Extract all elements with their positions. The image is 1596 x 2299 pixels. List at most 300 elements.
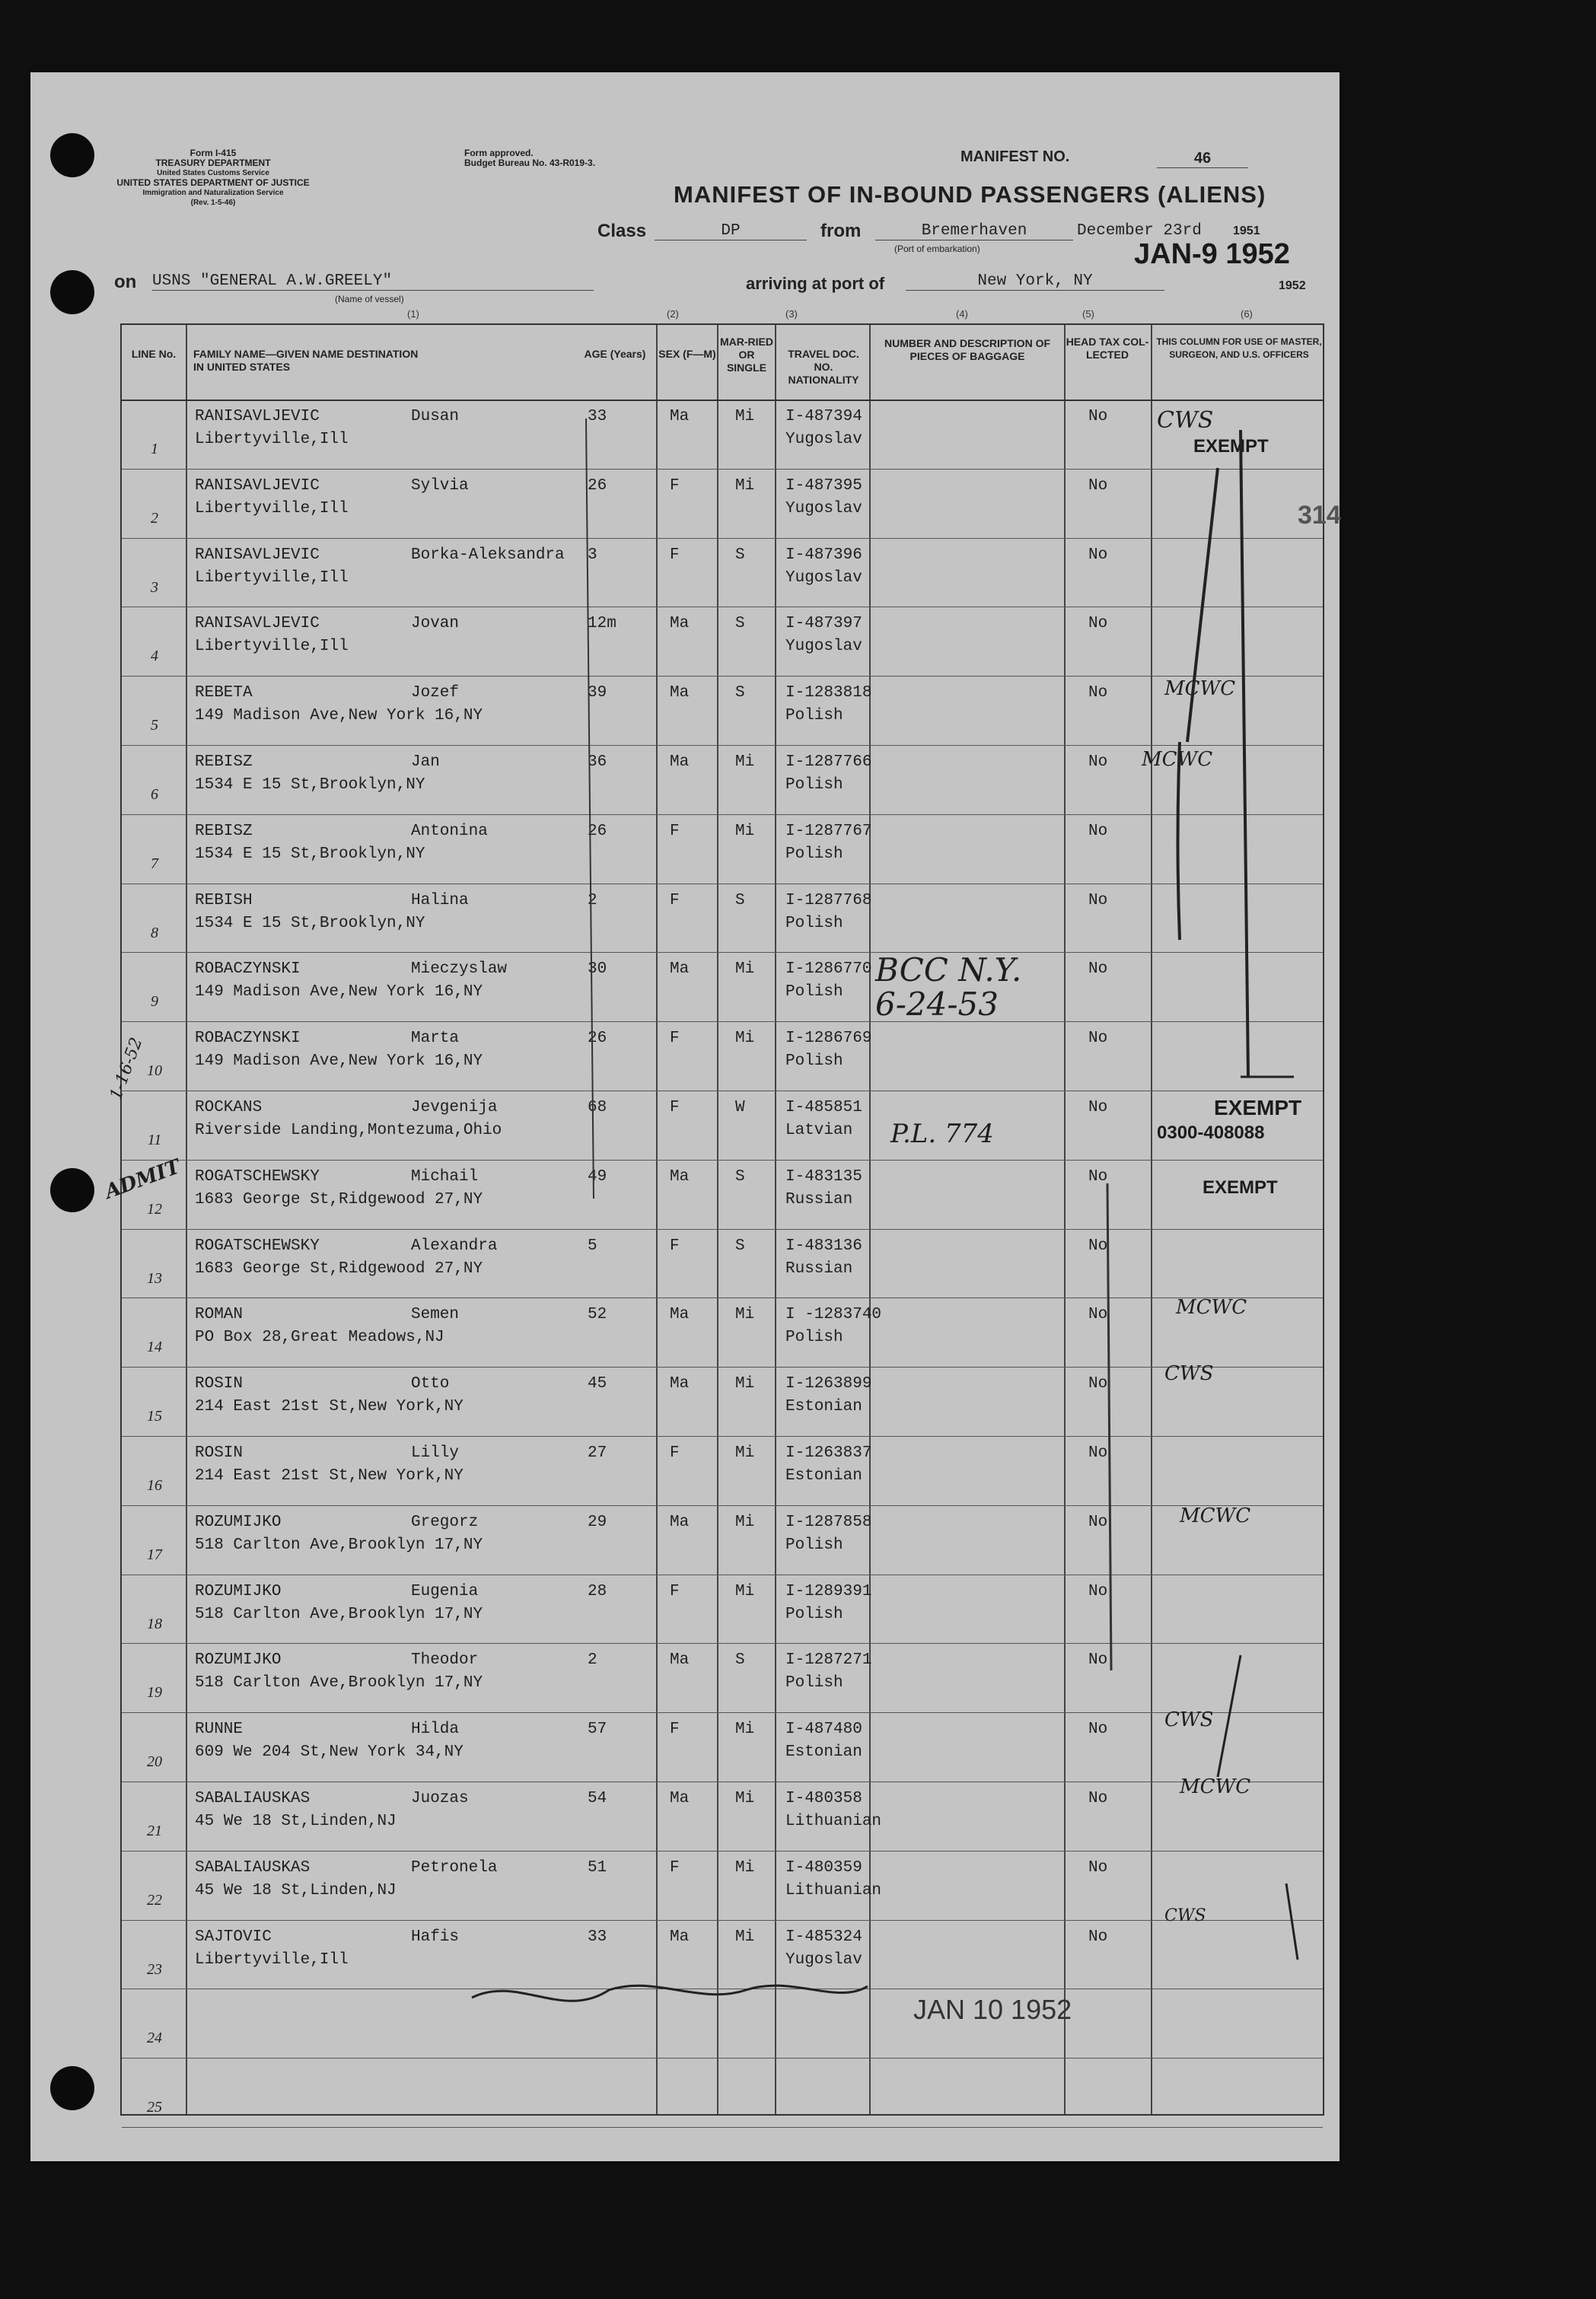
travel-doc-no: I-1263837	[785, 1444, 872, 1462]
head-tax: No	[1088, 1375, 1108, 1393]
line-number: 6	[151, 786, 158, 803]
pen-stroke	[1218, 1655, 1241, 1777]
sex: F	[670, 476, 680, 495]
arrival-year: 1952	[1279, 279, 1306, 292]
family-name: ROSIN	[195, 1444, 244, 1462]
manifest-page	[30, 72, 1340, 2161]
family-name: ROZUMIJKO	[195, 1651, 282, 1670]
head-tax: No	[1088, 1030, 1108, 1048]
destination: 45 We 18 St,Linden,NJ	[195, 1813, 397, 1830]
given-name: Dusan	[411, 408, 460, 425]
col-head-baggage: NUMBER AND DESCRIPTION OF PIECES OF BAGGAGE	[884, 337, 1051, 362]
marital-status: Mi	[735, 1444, 755, 1462]
age: 2	[588, 1651, 597, 1670]
marital-status: Mi	[735, 1790, 755, 1807]
sex: Ma	[670, 408, 690, 425]
revision: (Rev. 1-5-46)	[190, 199, 236, 207]
col-num-5: (5)	[1082, 308, 1094, 320]
given-name: Michail	[411, 1167, 479, 1186]
age: 57	[588, 1721, 607, 1739]
line-number: 16	[147, 1477, 162, 1494]
age: 36	[588, 753, 607, 771]
marital-status: Mi	[735, 822, 755, 840]
bottom-date-stamp: JAN 10 1952	[913, 1994, 1072, 2025]
pl-annotation: P.L. 774	[890, 1119, 994, 1149]
line-number: 23	[147, 1960, 162, 1978]
age: 28	[588, 1582, 607, 1600]
sex: F	[670, 1582, 680, 1600]
head-tax: No	[1088, 1167, 1108, 1186]
form-approved: Form approved.	[464, 148, 534, 158]
given-name: Petronela	[411, 1858, 498, 1877]
family-name: SAJTOVIC	[195, 1928, 272, 1946]
col-head-name: FAMILY NAME—GIVEN NAME DESTINATION IN UNITED STATES	[193, 348, 419, 373]
travel-doc-no: I-1286769	[785, 1030, 872, 1048]
line-number: 3	[151, 578, 158, 596]
initials-3: MCWC	[1142, 748, 1213, 771]
destination: 1534 E 15 St,Brooklyn,NY	[195, 845, 425, 863]
marital-status: Mi	[735, 1306, 755, 1324]
family-name: ROCKANS	[195, 1099, 263, 1116]
sex: Ma	[670, 1167, 690, 1186]
travel-doc-no: I-480358	[785, 1790, 862, 1807]
pen-stroke	[1107, 1183, 1111, 1670]
head-tax: No	[1088, 1099, 1108, 1116]
arriving-port: New York, NY	[906, 272, 1164, 291]
col-num-4: (4)	[956, 308, 968, 320]
marital-status: Mi	[735, 1582, 755, 1600]
line-number: 17	[147, 1546, 162, 1563]
family-name: REBISH	[195, 891, 253, 909]
marital-status: S	[735, 546, 745, 564]
nationality: Polish	[785, 1605, 843, 1623]
travel-doc-no: I-487396	[785, 546, 862, 564]
given-name: Jozef	[411, 684, 460, 702]
nationality: Estonian	[785, 1398, 862, 1416]
family-name: ROSIN	[195, 1375, 244, 1393]
line-number: 4	[151, 648, 158, 665]
destination: 1683 George St,Ridgewood 27,NY	[195, 1190, 483, 1208]
travel-doc-no: I-480359	[785, 1858, 862, 1877]
sex: Ma	[670, 1375, 690, 1393]
nationality: Polish	[785, 1536, 843, 1554]
treasury-dept: TREASURY DEPARTMENT	[155, 158, 271, 168]
destination: 518 Carlton Ave,Brooklyn 17,NY	[195, 1536, 483, 1554]
nationality: Yugoslav	[785, 568, 862, 587]
head-tax: No	[1088, 1721, 1108, 1739]
age: 26	[588, 822, 607, 840]
exempt-stamp-1: EXEMPT	[1193, 436, 1269, 457]
sex: Ma	[670, 1651, 690, 1670]
arriving-label: arriving at port of	[746, 274, 885, 293]
given-name: Theodor	[411, 1651, 479, 1670]
age: 68	[588, 1099, 607, 1116]
marital-status: Mi	[735, 408, 755, 425]
nationality: Polish	[785, 1329, 843, 1347]
initials-6: MCWC	[1180, 1505, 1251, 1527]
sex: F	[670, 822, 680, 840]
family-name: REBISZ	[195, 822, 253, 840]
family-name: ROBACZYNSKI	[195, 1030, 301, 1048]
marital-status: S	[735, 1651, 745, 1670]
from-value: Bremerhaven	[875, 222, 1073, 240]
age: 29	[588, 1513, 607, 1531]
arrival-date-stamp: JAN-9 1952	[1134, 238, 1290, 270]
age: 51	[588, 1858, 607, 1877]
line-number: 7	[151, 855, 158, 872]
ins-service: Immigration and Naturalization Service	[142, 189, 284, 197]
travel-doc-no: I-487394	[785, 408, 862, 425]
destination: 609 We 204 St,New York 34,NY	[195, 1743, 464, 1762]
pen-stroke	[586, 419, 594, 1199]
line-number: 2	[151, 509, 158, 527]
col-num-2: (2)	[667, 308, 679, 320]
pen-marks	[30, 72, 1340, 2161]
head-tax: No	[1088, 615, 1108, 633]
stamp-number-314: 314	[1298, 501, 1341, 530]
marital-status: S	[735, 1237, 745, 1255]
travel-doc-no: I-1283818	[785, 684, 872, 702]
line-number: 13	[147, 1269, 162, 1287]
age: 12m	[588, 615, 616, 633]
sex: Ma	[670, 960, 690, 979]
head-tax: No	[1088, 476, 1108, 495]
on-label: on	[114, 272, 137, 292]
col-num-3: (3)	[785, 308, 798, 320]
travel-doc-no: I-485851	[785, 1099, 862, 1116]
age: 26	[588, 476, 607, 495]
from-label: from	[820, 221, 862, 241]
age: 45	[588, 1375, 607, 1393]
family-name: ROBACZYNSKI	[195, 960, 301, 979]
marital-status: Mi	[735, 1375, 755, 1393]
col-head-headtax: HEAD TAX COL-LECTED	[1066, 336, 1149, 361]
budget-bureau: Budget Bureau No. 43-R019-3.	[464, 158, 596, 168]
destination: 518 Carlton Ave,Brooklyn 17,NY	[195, 1674, 483, 1692]
destination: Libertyville,Ill	[195, 1950, 349, 1969]
family-name: ROGATSCHEWSKY	[195, 1237, 320, 1255]
marital-status: W	[735, 1099, 745, 1116]
head-tax: No	[1088, 1513, 1108, 1531]
line-number: 21	[147, 1823, 162, 1839]
head-tax: No	[1088, 960, 1108, 979]
side-admit: ADMIT	[101, 1155, 184, 1204]
bcc-line1: BCC N.Y.	[875, 951, 1022, 989]
signature-scrawl	[472, 1985, 868, 2001]
sex: F	[670, 1030, 680, 1048]
given-name: Halina	[411, 891, 469, 909]
marital-status: Mi	[735, 1928, 755, 1946]
age: 39	[588, 684, 607, 702]
manifest-no-value: 46	[1157, 150, 1248, 168]
nationality: Polish	[785, 914, 843, 932]
line-number: 14	[147, 1339, 162, 1356]
vessel-name: USNS "GENERAL A.W.GREELY"	[152, 272, 594, 291]
travel-doc-no: I-1287271	[785, 1651, 872, 1670]
nationality: Yugoslav	[785, 1950, 862, 1969]
class-value: DP	[655, 222, 807, 240]
manifest-no-label: MANIFEST NO.	[960, 148, 1070, 165]
head-tax: No	[1088, 891, 1108, 909]
marital-status: Mi	[735, 1858, 755, 1877]
head-tax: No	[1088, 546, 1108, 564]
destination: Libertyville,Ill	[195, 499, 349, 517]
initials-5: CWS	[1164, 1362, 1214, 1385]
age: 26	[588, 1030, 607, 1048]
sex: F	[670, 1444, 680, 1462]
destination: Riverside Landing,Montezuma,Ohio	[195, 1122, 502, 1139]
port-embark-label: (Port of embarkation)	[894, 244, 980, 254]
pen-stroke	[1178, 742, 1180, 940]
age: 30	[588, 960, 607, 979]
destination: 518 Carlton Ave,Brooklyn 17,NY	[195, 1605, 483, 1623]
destination: 149 Madison Ave,New York 16,NY	[195, 983, 483, 1001]
travel-doc-no: I-1289391	[785, 1582, 872, 1600]
travel-doc-no: I-487480	[785, 1721, 862, 1739]
nationality: Russian	[785, 1190, 853, 1208]
marital-status: Mi	[735, 1721, 755, 1739]
marital-status: S	[735, 684, 745, 702]
sex: F	[670, 1237, 680, 1255]
marital-status: S	[735, 1167, 745, 1186]
col-head-sex: SEX (F—M)	[658, 348, 716, 360]
bcc-line2: 6-24-53	[875, 986, 999, 1023]
destination: 1534 E 15 St,Brooklyn,NY	[195, 776, 425, 794]
destination: 1534 E 15 St,Brooklyn,NY	[195, 914, 425, 932]
given-name: Hilda	[411, 1721, 460, 1739]
given-name: Marta	[411, 1030, 460, 1048]
head-tax: No	[1088, 1582, 1108, 1600]
given-name: Sylvia	[411, 476, 469, 495]
line-number: 15	[147, 1408, 162, 1425]
age: 2	[588, 891, 597, 909]
col-head-age: AGE (Years)	[584, 348, 646, 360]
travel-doc-no: I-1263899	[785, 1375, 872, 1393]
destination: 149 Madison Ave,New York 16,NY	[195, 1052, 483, 1071]
destination: 149 Madison Ave,New York 16,NY	[195, 707, 483, 725]
nationality: Polish	[785, 845, 843, 863]
head-tax: No	[1088, 1858, 1108, 1877]
exempt-code: 0300-408088	[1157, 1122, 1265, 1143]
given-name: Semen	[411, 1306, 460, 1324]
line-number: 8	[151, 924, 158, 941]
sex: Ma	[670, 1513, 690, 1531]
line-number: 24	[147, 2030, 162, 2047]
line-number: 5	[151, 717, 158, 734]
head-tax: No	[1088, 408, 1108, 425]
manifest-title: MANIFEST OF IN-BOUND PASSENGERS (ALIENS)	[674, 181, 1266, 208]
nationality: Polish	[785, 1052, 843, 1071]
travel-doc-no: I-487397	[785, 615, 862, 633]
age: 27	[588, 1444, 607, 1462]
marital-status: Mi	[735, 476, 755, 495]
given-name: Hafis	[411, 1928, 460, 1946]
line-number: 10	[147, 1062, 162, 1080]
family-name: ROZUMIJKO	[195, 1513, 282, 1531]
sex: F	[670, 891, 680, 909]
travel-doc-no: I -1283740	[785, 1306, 882, 1324]
travel-doc-no: I-1287768	[785, 891, 872, 909]
travel-doc-no: I-483135	[785, 1167, 862, 1186]
sex: Ma	[670, 615, 690, 633]
col-head-married: MAR-RIED OR SINGLE	[720, 336, 773, 374]
travel-doc-no: I-1286770	[785, 960, 872, 979]
sex: F	[670, 1099, 680, 1116]
head-tax: No	[1088, 1790, 1108, 1807]
travel-doc-no: I-1287767	[785, 822, 872, 840]
line-number: 18	[147, 1615, 162, 1632]
marital-status: Mi	[735, 960, 755, 979]
marital-status: Mi	[735, 1513, 755, 1531]
pen-stroke	[1241, 430, 1248, 1077]
line-number: 11	[147, 1132, 162, 1148]
sex: Ma	[670, 1790, 690, 1807]
nationality: Latvian	[785, 1122, 853, 1139]
nationality: Lithuanian	[785, 1813, 882, 1830]
given-name: Mieczyslaw	[411, 960, 508, 979]
nationality: Polish	[785, 707, 843, 725]
justice-dept: UNITED STATES DEPARTMENT OF JUSTICE	[116, 177, 310, 188]
given-name: Jevgenija	[411, 1099, 498, 1116]
age: 52	[588, 1306, 607, 1324]
family-name: ROMAN	[195, 1306, 244, 1324]
sex: Ma	[670, 684, 690, 702]
sex: Ma	[670, 753, 690, 771]
family-name: ROZUMIJKO	[195, 1582, 282, 1600]
line-number: 20	[147, 1753, 162, 1771]
sex: Ma	[670, 1306, 690, 1324]
line-number: 9	[151, 993, 158, 1011]
line-number: 1	[151, 441, 158, 457]
initials-7: CWS	[1164, 1708, 1214, 1731]
age: 33	[588, 408, 607, 425]
given-name: Borka-Aleksandra	[411, 546, 565, 564]
head-tax: No	[1088, 1928, 1108, 1946]
line-number: 12	[147, 1200, 162, 1218]
family-name: RANISAVLJEVIC	[195, 476, 320, 495]
destination: Libertyville,Ill	[195, 431, 349, 448]
form-number: Form I-415	[190, 148, 237, 158]
col-num-1: (1)	[407, 308, 419, 320]
age: 33	[588, 1928, 607, 1946]
nationality: Estonian	[785, 1467, 862, 1485]
given-name: Juozas	[411, 1790, 469, 1807]
given-name: Gregorz	[411, 1513, 479, 1531]
col-head-line: LINE No.	[131, 348, 177, 360]
travel-doc-no: I-483136	[785, 1237, 862, 1255]
age: 49	[588, 1167, 607, 1186]
family-name: RANISAVLJEVIC	[195, 408, 320, 425]
family-name: SABALIAUSKAS	[195, 1790, 311, 1807]
marital-status: Mi	[735, 1030, 755, 1048]
given-name: Otto	[411, 1375, 450, 1393]
marital-status: Mi	[735, 753, 755, 771]
initials-1: CWS	[1157, 407, 1214, 434]
age: 54	[588, 1790, 607, 1807]
nationality: Polish	[785, 776, 843, 794]
head-tax: No	[1088, 1444, 1108, 1462]
line-number: 25	[147, 2099, 162, 2116]
marital-status: S	[735, 891, 745, 909]
nationality: Yugoslav	[785, 499, 862, 517]
sex: F	[670, 1858, 680, 1877]
line-number: 22	[147, 1891, 162, 1909]
age: 3	[588, 546, 597, 564]
head-tax: No	[1088, 1306, 1108, 1324]
destination: Libertyville,Ill	[195, 568, 349, 587]
nationality: Polish	[785, 1674, 843, 1692]
family-name: RANISAVLJEVIC	[195, 546, 320, 564]
destination: Libertyville,Ill	[195, 638, 349, 656]
exempt-stamp-3: EXEMPT	[1203, 1177, 1278, 1198]
nationality: Yugoslav	[785, 431, 862, 448]
head-tax: No	[1088, 753, 1108, 771]
given-name: Antonina	[411, 822, 488, 840]
given-name: Jan	[411, 753, 440, 771]
destination: 45 We 18 St,Linden,NJ	[195, 1881, 397, 1899]
travel-doc-no: I-487395	[785, 476, 862, 495]
nationality: Estonian	[785, 1743, 862, 1762]
head-tax: No	[1088, 1651, 1108, 1670]
initials-4: MCWC	[1176, 1296, 1247, 1319]
destination: PO Box 28,Great Meadows,NJ	[195, 1329, 444, 1347]
col-head-officers: THIS COLUMN FOR USE OF MASTER, SURGEON, AND U.S. OFFICERS	[1156, 336, 1322, 360]
given-name: Jovan	[411, 615, 460, 633]
destination: 214 East 21st St,New York,NY	[195, 1467, 464, 1485]
pen-stroke	[1187, 468, 1218, 742]
col-num-6: (6)	[1241, 308, 1253, 320]
head-tax: No	[1088, 822, 1108, 840]
sail-date: December 23rd	[1077, 222, 1202, 240]
sex: F	[670, 1721, 680, 1739]
sail-year: 1951	[1233, 224, 1260, 237]
travel-doc-no: I-485324	[785, 1928, 862, 1946]
exempt-stamp-2: EXEMPT	[1214, 1096, 1302, 1119]
destination: 214 East 21st St,New York,NY	[195, 1398, 464, 1416]
class-label: Class	[597, 221, 647, 241]
pen-stroke	[1286, 1883, 1298, 1960]
marital-status: S	[735, 615, 745, 633]
customs-service: United States Customs Service	[157, 169, 269, 177]
col-head-travel: TRAVEL DOC. NO. NATIONALITY	[788, 348, 859, 386]
family-name: ROGATSCHEWSKY	[195, 1167, 320, 1186]
side-date: 1-16-52	[107, 1035, 147, 1103]
family-name: RUNNE	[195, 1721, 244, 1739]
line-number: 19	[147, 1684, 162, 1702]
given-name: Eugenia	[411, 1582, 479, 1600]
family-name: SABALIAUSKAS	[195, 1858, 311, 1877]
family-name: RANISAVLJEVIC	[195, 615, 320, 633]
sex: Ma	[670, 1928, 690, 1946]
vessel-label: (Name of vessel)	[335, 294, 404, 304]
nationality: Polish	[785, 983, 843, 1001]
given-name: Alexandra	[411, 1237, 498, 1255]
nationality: Russian	[785, 1259, 853, 1278]
age: 5	[588, 1237, 597, 1255]
nationality: Lithuanian	[785, 1881, 882, 1899]
head-tax: No	[1088, 684, 1108, 702]
given-name: Lilly	[411, 1444, 460, 1462]
initials-8: MCWC	[1180, 1775, 1251, 1798]
travel-doc-no: I-1287858	[785, 1513, 872, 1531]
initials-2: MCWC	[1164, 677, 1236, 700]
destination: 1683 George St,Ridgewood 27,NY	[195, 1259, 483, 1278]
sex: F	[670, 546, 680, 564]
nationality: Yugoslav	[785, 638, 862, 656]
head-tax: No	[1088, 1237, 1108, 1255]
travel-doc-no: I-1287766	[785, 753, 872, 771]
family-name: REBETA	[195, 684, 253, 702]
